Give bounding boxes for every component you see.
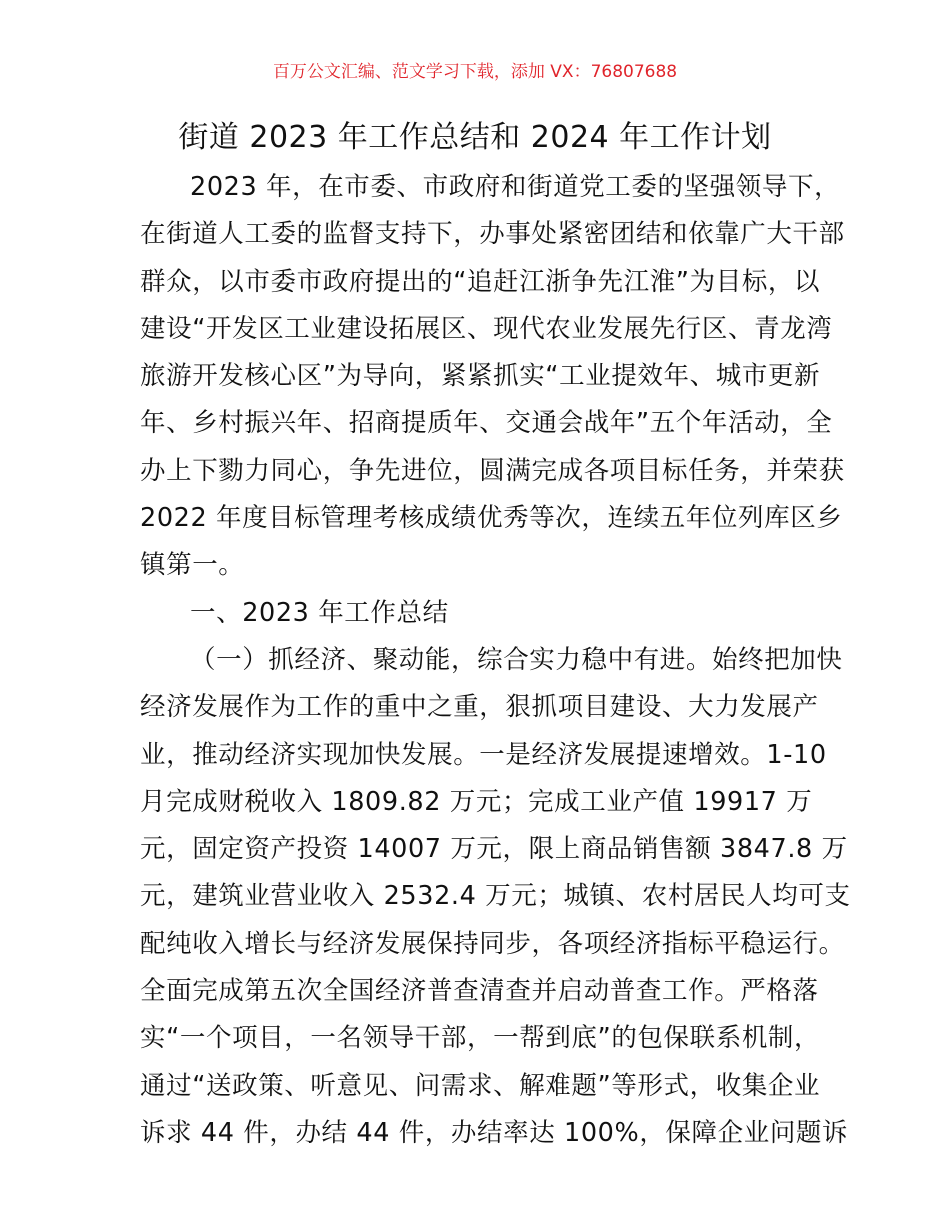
paragraph-economy-line: 通过“送政策、听意见、问需求、解难题”等形式，收集企业 [140,1070,821,1101]
paragraph-intro-line: 2023 年，在市委、市政府和街道党工委的坚强领导下， [190,172,841,202]
paragraph-economy-line: 元，建筑业营业收入 2532.4 万元；城镇、农村居民人均可支 [140,881,851,912]
paragraph-intro-line: 群众，以市委市政府提出的“追赶江浙争先江淮”为目标，以 [140,266,821,297]
watermark-header: 百万公文汇编、范文学习下载，添加 VX：76807688 [272,62,678,82]
paragraph-economy-line: （一）抓经济、聚动能，综合实力稳中有进。始终把加快 [190,644,843,675]
paragraph-economy-line: 全面完成第五次全国经济普查清查并启动普查工作。严格落 [140,976,819,1007]
document-body [140,164,851,1157]
paragraph-economy-line: 月完成财税收入 1809.82 万元；完成工业产值 19917 万 [140,786,813,817]
paragraph-intro-line: 2022 年度目标管理考核成绩优秀等次，连续五年位列库区乡 [140,503,843,534]
document-title: 街道 2023 年工作总结和 2024 年工作计划 [178,120,772,155]
paragraph-intro-line: 建设“开发区工业建设拓展区、现代农业发展先行区、青龙湾 [140,313,833,344]
paragraph-economy-line: 业，推动经济实现加快发展。一是经济发展提速增效。1-10 [140,739,827,770]
paragraph-intro-line: 在街道人工委的监督支持下，办事处紧密团结和依靠广大干部 [140,219,845,250]
paragraph-intro-line: 旅游开发核心区”为导向，紧紧抓实“工业提效年、城市更新 [140,361,821,392]
paragraph-economy-line: 经济发展作为工作的重中之重，狠抓项目建设、大力发展产 [140,692,819,723]
paragraph-intro-line: 办上下勠力同心，争先进位，圆满完成各项目标任务，并荣获 [140,455,845,486]
paragraph-economy-line: 配纯收入增长与经济发展保持同步，各项经济指标平稳运行。 [140,928,845,959]
section-heading: 一、2023 年工作总结 [190,597,449,628]
paragraph-economy-line: 实“一个项目，一名领导干部，一帮到底”的包保联系机制， [140,1023,821,1054]
paragraph-economy-line: 诉求 44 件，办结 44 件，办结率达 100%，保障企业问题诉 [140,1117,849,1148]
paragraph-intro-line: 年、乡村振兴年、招商提质年、交通会战年”五个年活动，全 [140,408,833,439]
paragraph-economy-line: 元，固定资产投资 14007 万元，限上商品销售额 3847.8 万 [140,834,848,865]
paragraph-intro-line: 镇第一。 [140,550,245,581]
